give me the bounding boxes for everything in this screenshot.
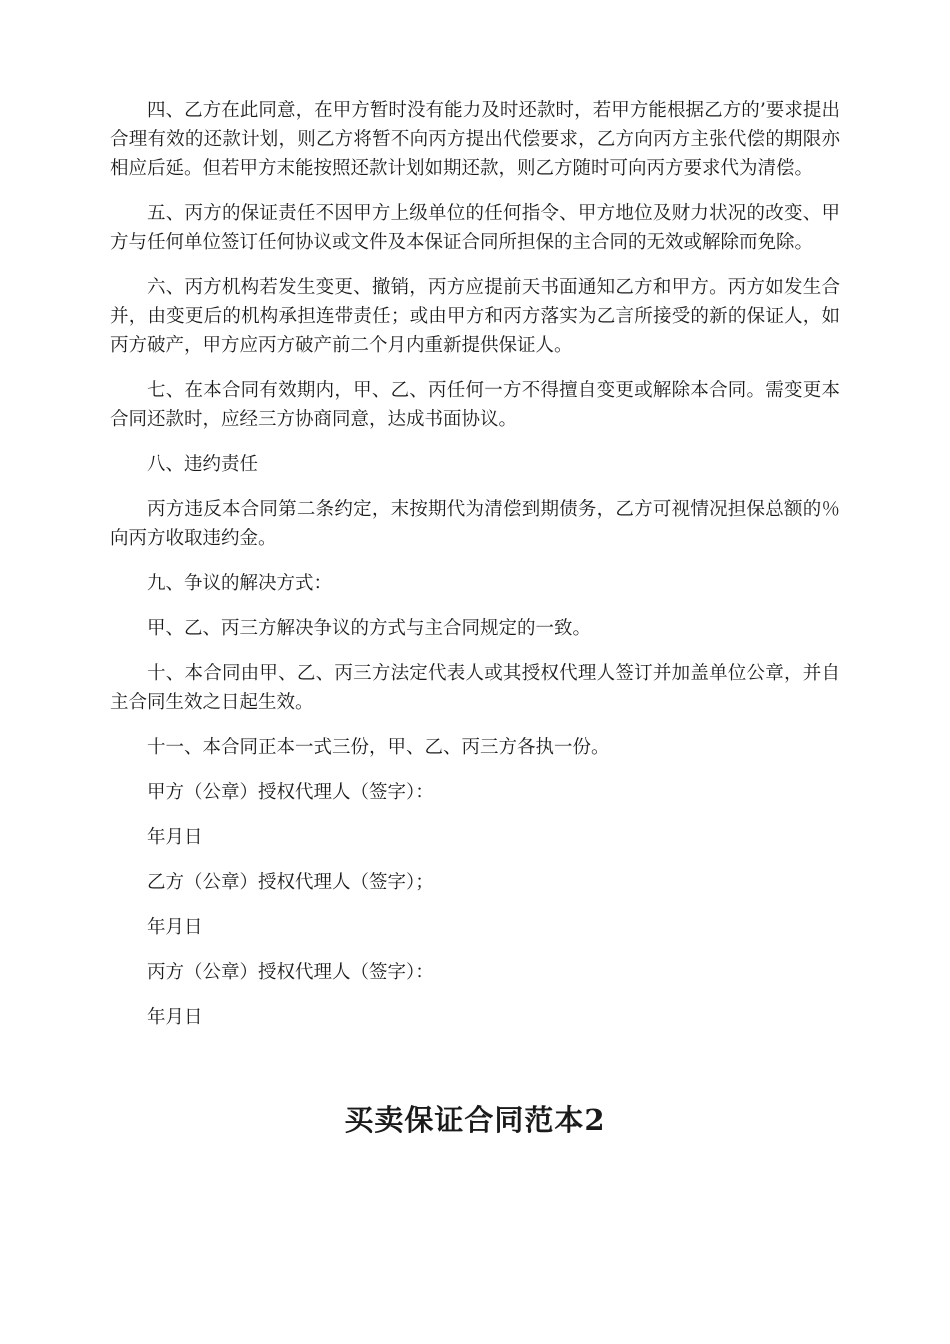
clause-8-body: 丙方违反本合同第二条约定，末按期代为清偿到期债务，乙方可视情况担保总额的％向丙方收取违约金。 [110, 499, 840, 549]
clause-9-body: 甲、乙、丙三方解决争议的方式与主合同规定的一致。 [147, 618, 592, 639]
section-title: 买卖保证合同范本2 [344, 1103, 606, 1137]
clause-6: 六、丙方机构若发生变更、撤销，丙方应提前天书面通知乙方和甲方。丙方如发生合并，由变更后的机构承担连带责任；或由甲方和丙方落实为乙言所接受的新的保证人，如丙方破产，甲方应丙方破产前二个月内重新提供保证人。 [110, 277, 840, 356]
signature-date-a: 年月日 [147, 827, 203, 848]
signature-date-b: 年月日 [147, 917, 203, 938]
clause-4: 四、乙方在此同意，在甲方暂时没有能力及时还款时，若甲方能根据乙方的’要求提出合理有效的还款计划，则乙方将暂不向丙方提出代偿要求，乙方向丙方主张代偿的期限亦相应后延。但若甲方末能按照还款计划如期还款，则乙方随时可向丙方要求代为清偿。 [110, 100, 840, 179]
signature-party-b: 乙方（公章）授权代理人（签字）； [147, 872, 434, 893]
clause-5: 五、丙方的保证责任不因甲方上级单位的任何指令、甲方地位及财力状况的改变、甲方与任何单位签订任何协议或文件及本保证合同所担保的主合同的无效或解除而免除。 [110, 203, 840, 253]
clause-11: 十一、本合同正本一式三份，甲、乙、丙三方各执一份。 [147, 737, 610, 758]
clause-10: 十、本合同由甲、乙、丙三方法定代表人或其授权代理人签订并加盖单位公章，并自主合同生效之日起生效。 [110, 663, 840, 713]
clause-9-heading: 九、争议的解决方式： [147, 573, 333, 594]
signature-party-c: 丙方（公章）授权代理人（签字）： [147, 962, 434, 983]
signature-date-c: 年月日 [147, 1007, 203, 1028]
clause-7: 七、在本合同有效期内，甲、乙、丙任何一方不得擅自变更或解除本合同。需变更本合同还款时，应经三方协商同意，达成书面协议。 [110, 380, 840, 430]
signature-party-a: 甲方（公章）授权代理人（签字）： [147, 782, 434, 803]
clause-8-heading: 八、违约责任 [147, 454, 259, 475]
contract-body [110, 96, 840, 1048]
